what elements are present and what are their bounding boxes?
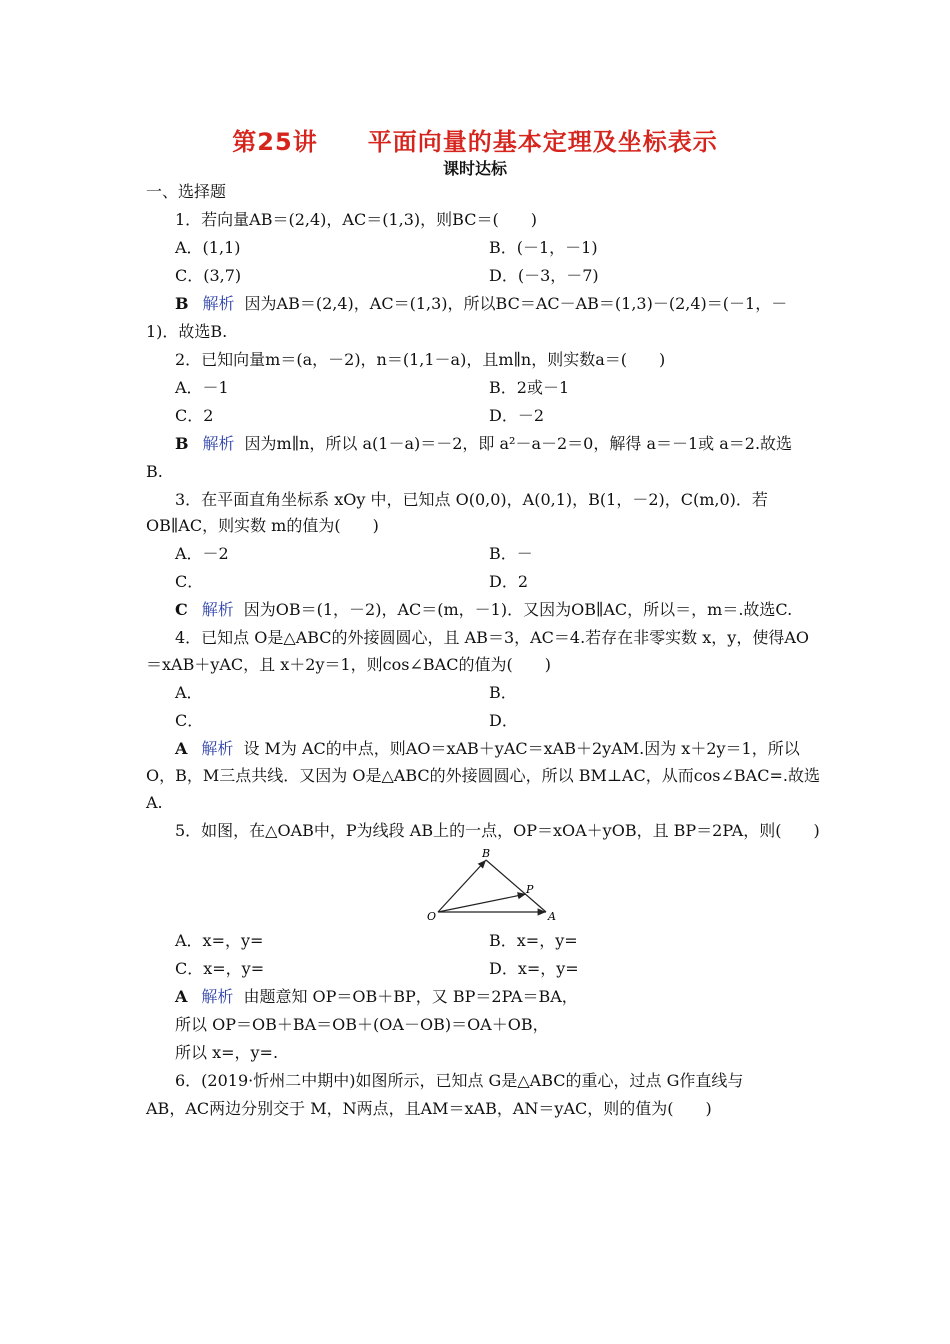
q5-solution — [175, 986, 578, 1008]
segment-ba — [486, 860, 546, 912]
q5-solution-end: 所以 x=，y=. — [175, 1043, 279, 1062]
analysis-label: 解析 — [202, 434, 235, 453]
analysis-label: 解析 — [202, 294, 235, 313]
q5-option-c: C．x=，y= — [175, 959, 265, 978]
label-p: P — [526, 883, 534, 896]
q1-solution — [175, 293, 787, 315]
analysis-label: 解析 — [201, 987, 234, 1006]
q5-solution-cont: 所以 OP＝OB＋BA＝OB＋(OA－OB)＝OA＋OB， — [175, 1015, 549, 1034]
q5-option-a: A．x=，y= — [175, 931, 264, 950]
label-o: O — [427, 910, 437, 923]
q1-option-b: B．(－1，－1) — [489, 238, 598, 257]
q3-answer: C — [175, 600, 188, 619]
q1-solution-text: 因为AB＝(2,4)，AC＝(1,3)，所以BC＝AC－AB＝(1,3)－(2,4)＝(－1，－ — [244, 294, 788, 313]
q3-stem-cont: OB∥AC，则实数 m的值为( ) — [146, 516, 379, 535]
q2-stem: 2．已知向量m＝(a，－2)，n＝(1,1－a)，且m∥n，则实数a＝( ) — [175, 350, 666, 369]
q3-solution — [175, 599, 792, 621]
q4-solution-cont: O，B，M三点共线．又因为 O是△ABC的外接圆圆心，所以 BM⊥AC，从而cos∠BAC=.故选 — [146, 766, 820, 785]
q1-answer: B — [175, 294, 189, 313]
q3-option-a: A．－2 — [175, 544, 229, 563]
q2-answer: B — [175, 434, 189, 453]
q1-option-c: C．(3,7) — [175, 266, 242, 285]
q2-option-a: A．－1 — [175, 378, 229, 397]
section-heading: 一、选择题 — [146, 182, 227, 201]
q3-option-c: C． — [175, 572, 204, 591]
q4-solution — [175, 738, 800, 760]
page-title: 第25讲 平面向量的基本定理及坐标表示 — [232, 128, 718, 156]
q5-stem: 5．如图，在△OAB中，P为线段 AB上的一点，OP＝xOA＋yOB，且 BP＝2PA，则( ) — [175, 821, 820, 840]
q2-solution — [175, 433, 792, 455]
q5-solution-text: 由题意知 OP＝OB＋BP，又 BP＝2PA＝BA， — [243, 987, 578, 1006]
q1-stem: 1．若向量AB＝(2,4)，AC＝(1,3)，则BC＝( ) — [175, 210, 537, 229]
q4-solution-text: 设 M为 AC的中点，则AO＝xAB＋yAC＝xAB＋2yAM.因为 x＋2y＝1，所以 — [243, 739, 800, 758]
q3-option-d: D．2 — [489, 572, 529, 591]
q6-stem-cont: AB，AC两边分别交于 M，N两点，且AM＝xAB，AN＝yAC，则的值为( ) — [146, 1099, 712, 1118]
q1-option-a: A．(1,1) — [175, 238, 241, 257]
q4-stem-cont: ＝xAB＋yAC，且 x＋2y＝1，则cos∠BAC的值为( ) — [146, 655, 551, 674]
q4-option-d: D． — [489, 711, 518, 730]
q4-answer: A — [175, 739, 188, 758]
q3-option-b: B．－ — [489, 544, 533, 563]
q1-solution-cont: 1)．故选B. — [146, 322, 228, 341]
q5-answer: A — [175, 987, 188, 1006]
q4-option-a: A． — [175, 683, 203, 702]
q4-solution-end: A. — [146, 793, 163, 812]
q5-option-b: B．x=，y= — [489, 931, 578, 950]
q5-option-d: D．x=，y= — [489, 959, 579, 978]
label-b: B — [482, 847, 491, 860]
label-a: A — [548, 910, 556, 923]
q1-option-d: D．(－3，－7) — [489, 266, 599, 285]
q2-solution-cont: B. — [146, 462, 163, 481]
q6-stem: 6．(2019·忻州二中期中)如图所示，已知点 G是△ABC的重心，过点 G作直线与 — [175, 1071, 744, 1090]
q3-solution-text: 因为OB＝(1，－2)，AC＝(m，－1)．又因为OB∥AC，所以＝，m＝.故选C. — [243, 600, 793, 619]
triangle-oab-figure — [420, 846, 560, 926]
q2-solution-text: 因为m∥n，所以 a(1－a)＝－2，即 a²－a－2＝0，解得 a＝－1或 a＝2.故选 — [244, 434, 793, 453]
q2-option-d: D．－2 — [489, 406, 545, 425]
q4-option-b: B． — [489, 683, 517, 702]
page-subtitle: 课时达标 — [442, 159, 507, 178]
analysis-label: 解析 — [201, 739, 234, 758]
q3-stem: 3．在平面直角坐标系 xOy 中，已知点 O(0,0)，A(0,1)，B(1，－2)，C(m,0)．若 — [175, 490, 768, 509]
q4-stem: 4．已知点 O是△ABC的外接圆圆心，且 AB＝3，AC＝4.若存在非零实数 x，y，使得AO — [175, 628, 810, 647]
analysis-label: 解析 — [201, 600, 234, 619]
q4-option-c: C． — [175, 711, 204, 730]
segment-op — [438, 894, 526, 912]
q2-option-b: B．2或－1 — [489, 378, 570, 397]
q2-option-c: C．2 — [175, 406, 214, 425]
